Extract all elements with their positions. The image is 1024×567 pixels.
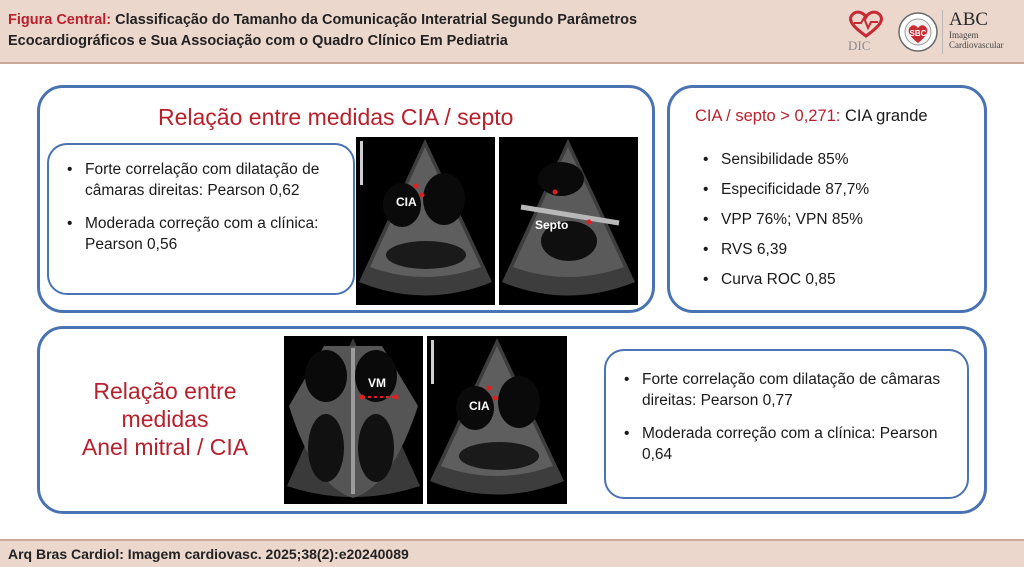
echo-image-vm xyxy=(284,336,423,504)
panel2-heading xyxy=(695,107,928,126)
abc-title: ABC xyxy=(949,9,989,30)
panel-cia-septo xyxy=(37,85,655,313)
panel1-bullet-list xyxy=(63,159,333,255)
heart-icon xyxy=(844,8,888,40)
dic-text: DIC xyxy=(848,38,871,53)
list-item: • Forte correlação com dilatação de câmaras direitas: Pearson 0,62 xyxy=(63,159,333,201)
list-item: • RVS 6,39 xyxy=(699,240,969,260)
sbc-text: SBC xyxy=(909,29,927,38)
figure-label: Figura Central: xyxy=(8,12,112,28)
list-item: • Sensibilidade 85% xyxy=(699,150,969,170)
list-item: • Moderada correção com a clínica: Pearson 0,56 xyxy=(63,213,333,255)
echo-label-cia: CIA xyxy=(396,195,417,209)
echo-label-vm: VM xyxy=(368,376,386,390)
logos xyxy=(844,8,1014,56)
list-item: • Curva ROC 0,85 xyxy=(699,270,969,290)
abc-logo xyxy=(942,10,1014,54)
sbc-seal-icon xyxy=(898,12,938,52)
panel1-bullets-box xyxy=(47,143,355,295)
panel1-title: Relação entre medidas CIA / septo xyxy=(158,104,514,130)
echo-label-cia-2: CIA xyxy=(469,399,490,413)
panel3-title-line-2: medidas xyxy=(121,406,209,432)
panel3-title-line-1: Relação entre xyxy=(93,378,237,404)
footer-bar xyxy=(0,539,1024,567)
echo-septo-graphic xyxy=(499,137,638,305)
echo-cia-2-graphic xyxy=(427,336,567,504)
echo-vm-graphic xyxy=(284,336,423,504)
sbc-logo xyxy=(898,12,938,52)
echo-cia-graphic xyxy=(356,137,495,305)
echo-image-cia xyxy=(356,137,495,305)
echo-image-cia-2 xyxy=(427,336,567,504)
abc-line-1: Imagem xyxy=(949,30,979,40)
echo-image-septo xyxy=(499,137,638,305)
header-bar xyxy=(0,0,1024,64)
panel2-heading-red: CIA / septo > 0,271: xyxy=(695,107,841,125)
list-item: • Forte correlação com dilatação de câmaras direitas: Pearson 0,77 xyxy=(620,369,950,411)
list-item: • Moderada correção com a clínica: Pearson 0,64 xyxy=(620,423,950,465)
panel3-title xyxy=(48,377,282,461)
echo-label-septo: Septo xyxy=(535,218,569,232)
figure-title xyxy=(8,10,728,52)
panel-statistics xyxy=(667,85,987,313)
list-item: • Especificidade 87,7% xyxy=(699,180,969,200)
title-line-1: Classificação do Tamanho da Comunicação Interatrial Segundo Parâmetros xyxy=(115,12,638,28)
citation: Arq Bras Cardiol: Imagem cardiovasc. 2025;38(2):e20240089 xyxy=(8,546,409,562)
panel-anel-mitral xyxy=(37,326,987,514)
list-item: • VPP 76%; VPN 85% xyxy=(699,210,969,230)
panel2-bullet-list xyxy=(699,150,969,290)
title-line-2: Ecocardiográficos e Sua Associação com o Quadro Clínico Em Pediatria xyxy=(8,33,508,49)
panel2-heading-black: CIA grande xyxy=(844,107,928,125)
panel3-bullets-box xyxy=(604,349,969,499)
abc-line-2: Cardiovascular xyxy=(949,40,1004,50)
panel3-title-line-3: Anel mitral / CIA xyxy=(81,434,249,460)
panel3-bullet-list xyxy=(620,369,950,465)
dic-logo xyxy=(844,8,888,56)
